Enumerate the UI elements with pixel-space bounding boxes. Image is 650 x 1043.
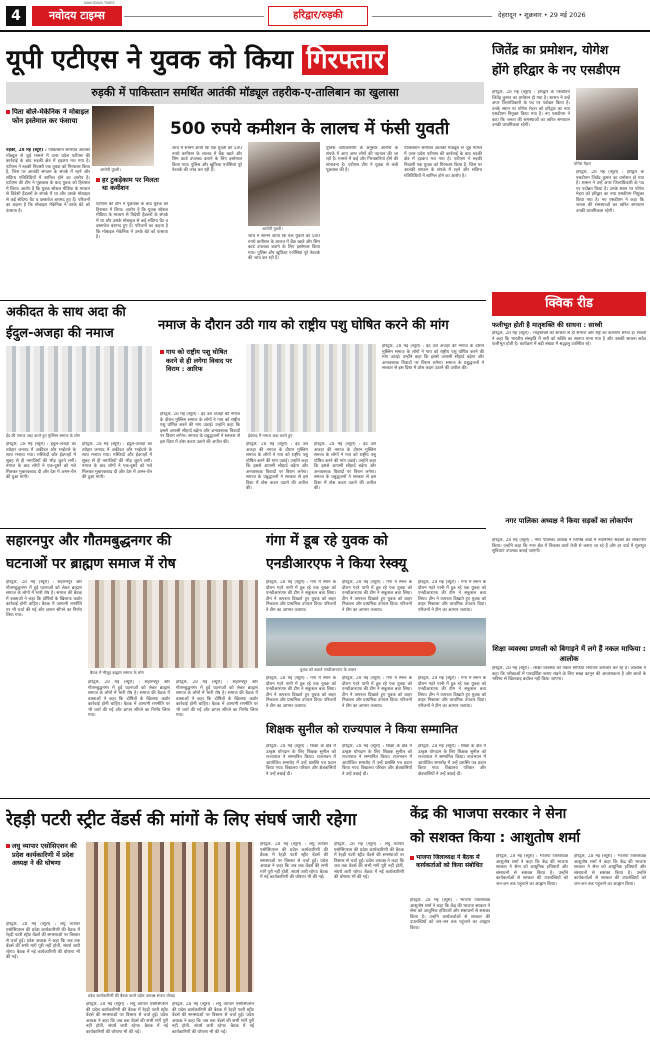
- masthead: [0, 0, 650, 40]
- accused-woman-caption: आरोपी युवती।: [262, 226, 283, 231]
- army-headline: [410, 802, 646, 850]
- sdm-photo: [576, 88, 638, 160]
- lead-deck: 500 रुपये कमीशन के लालच में फंसी युवती: [170, 119, 450, 139]
- page-number: 4: [6, 6, 26, 26]
- quick-read-item2-body: हरिद्वार, 28 मई (ब्यूरो) : नगर पालिका अध्यक्ष ने विभिन्न वार्डों में नवनिर्मित सड़कों का लोकार्पण किया। उन्होंने कहा कि नगर क्षेत्र में विकास कार्य तेजी से कराए जा रहे हैं और हर वार्ड में मूलभूत सुविधाएं उपलब्ध कराई जाएंगी।: [492, 538, 646, 554]
- eid-headline-1: अकीदत के साथ अदा की: [6, 305, 126, 320]
- eid-body-1: हरिद्वार, 28 मई (ब्यूरो) : ईदुल-अजहा का त्योहार जनपद में अकीदत और भाईचारे के साथ मनाया गया। मस्जिदों और ईदगाहों में सुबह से ही नमाजियों की भीड़ जुटने लगी। नमाज के बाद लोगों ने एक-दूसरे को गले मिलकर मुबारकबाद दी और देश में अमन-चैन की दुआ मांगी।: [6, 442, 76, 480]
- eid-headline: [6, 302, 152, 344]
- cow-photo: [246, 344, 376, 432]
- vendors-side-box: [6, 842, 80, 916]
- quick-read-item3-head: शिक्षा व्यवस्था प्रणाली को बिगाड़ने में लगे हैं नकल माफिया : आलोक: [492, 645, 646, 663]
- lead-headline: [6, 40, 484, 80]
- lead-col-3: जांच में सामने आया कि एक युवती को 500 रुपये कमीशन के लालच में बैंक खाते और सिम कार्ड उपलब्ध कराने के लिए इस्तेमाल किया गया। पुलिस और खुफिया एजेंसियां पूरे नेटवर्क की जांच कर रही हैं।: [172, 146, 242, 173]
- lead-dateline: रुड़की, 28 मई (ब्यूरो) :: [6, 148, 47, 153]
- paper-name: नवोदय टाइम्स: [32, 6, 122, 26]
- sdm-body-2: हरिद्वार, 28 मई (ब्यूरो) : हरिद्वार के एसडीएम जितेंद्र कुमार का प्रमोशन हो गया है। शासन ने उन्हें अपर जिलाधिकारी के पद पर पदोन्नत किया है। उनके स्थान पर योगेश मेहरा को हरिद्वार का नया एसडीएम नियुक्त किया गया है। नए एसडीएम ने कहा कि जनता की समस्याओं का त्वरित समाधान उनकी प्राथमिकता रहेगी।: [576, 170, 644, 214]
- ganga-body-4: हरिद्वार, 28 मई (ब्यूरो) : गंगा में स्नान के दौरान गहरे पानी में डूब रहे एक युवक को एनडीआरएफ की टीम ने सकुशल बचा लिया। टीम ने तत्परता दिखाते हुए युवक को बाहर निकाला और प्राथमिक उपचार दिया। परिजनों ने टीम का आभार जताया।: [266, 676, 336, 709]
- cow-headline: नमाज के दौरान उठी गाय को राष्ट्रीय पशु घोषित करने की मांग: [158, 318, 449, 333]
- vendors-body-1: हरिद्वार, 28 मई (ब्यूरो) : लघु व्यापार एसोसिएशन की प्रदेश कार्यकारिणी की बैठक में रेहड़ी पटरी स्ट्रीट वेंडर्स की समस्याओं पर विस्तार से चर्चा हुई। प्रदेश अध्यक्ष ने कहा कि जब तक वेंडर्स की सभी मांगें पूरी नहीं होतीं, संघर्ष जारी रहेगा। बैठक में नई कार्यकारिणी की घोषणा भी की गई।: [6, 922, 80, 960]
- ganga-headline: [266, 530, 486, 576]
- divider-2: [0, 528, 486, 529]
- saharanpur-body-2: हरिद्वार, 28 मई (ब्यूरो) : सहारनपुर और गौतमबुद्धनगर में हुई घटनाओं को लेकर ब्राह्मण समाज के लोगों में भारी रोष है। समाज की बैठक में वक्ताओं ने कहा कि दोषियों के खिलाफ कठोर कार्रवाई होनी चाहिए। बैठक में आगामी रणनीति पर भी चर्चा की गई और ज्ञापन सौंपने का निर्णय लिया गया।: [88, 680, 170, 718]
- cow-body-3: हरिद्वार, 28 मई (ब्यूरो) : ईद उल अजहा की नमाज के दौरान मुस्लिम समाज के लोगों ने गाय को राष्ट्रीय पशु घोषित करने की मांग उठाई। उन्होंने कहा कि इससे आपसी सौहार्द बढ़ेगा और अनावश्यक विवादों पर विराम लगेगा। समाज के प्रबुद्धजनों ने सरकार से इस दिशा में ठोस कदम उठाने की अपील की।: [314, 442, 376, 491]
- vendors-body-3: हरिद्वार, 28 मई (ब्यूरो) : लघु व्यापार एसोसिएशन की प्रदेश कार्यकारिणी की बैठक में रेहड़ी पटरी स्ट्रीट वेंडर्स की समस्याओं पर विस्तार से चर्चा हुई। प्रदेश अध्यक्ष ने कहा कि जब तक वेंडर्स की सभी मांगें पूरी नहीं होतीं, संघर्ष जारी रहेगा। बैठक में नई कार्यकारिणी की घोषणा भी की गई।: [172, 1002, 254, 1035]
- cow-body-1: हरिद्वार, 28 मई (ब्यूरो) : ईद उल अजहा की नमाज के दौरान मुस्लिम समाज के लोगों ने गाय को राष्ट्रीय पशु घोषित करने की मांग उठाई। उन्होंने कहा कि इससे आपसी सौहार्द बढ़ेगा और अनावश्यक विवादों पर विराम लगेगा। समाज के प्रबुद्धजनों ने सरकार से इस दिशा में ठोस कदम उठाने की अपील की।: [160, 412, 240, 445]
- lead-col-1: [6, 148, 90, 298]
- army-box-marker: [410, 856, 414, 860]
- saharanpur-headline-1: सहारनपुर और गौतमबुद्धनगर की: [6, 533, 172, 549]
- teacher-headline: शिक्षक सुनील को राज्यपाल ने किया सम्मानित: [266, 722, 458, 736]
- cow-box: [160, 348, 240, 408]
- vendors-headline: रेहड़ी पटरी स्ट्रीट वेंडर्स की मांगों के लिए संघर्ष जारी रहेगा: [6, 810, 357, 830]
- sdm-photo-caption: योगेश मेहरा: [574, 161, 591, 166]
- divider-3: [0, 798, 650, 799]
- lead-headline-accent: गिरफ्तार: [302, 45, 388, 75]
- side-note-text: पिता बोले-मेकेनिक ने मोबाइल फोन इस्तेमाल कर फंसाया: [12, 108, 89, 125]
- cow-photo-caption: ईदगाह में नमाज अदा करते हुए: [248, 433, 293, 438]
- ganga-headline-1: गंगा में डूब रहे युवक को: [266, 533, 388, 549]
- paper-sub: NAVODAYA TIMES: [84, 1, 115, 5]
- sdm-headline-1: जितेंद्र का प्रमोशन, योगेश: [492, 42, 609, 57]
- lead-body-1: पाकिस्तान समर्थित आतंकी मॉड्यूल से जुड़े मामले में उत्तर प्रदेश एटीएस की कार्रवाई के बाद रुड़की क्षेत्र में हड़कंप मच गया है। एटीएस ने रुड़की निवासी एक युवक को गिरफ्तार किया है, जिस पर आतंकी संगठन के संपर्क में रहने और संदिग्ध गतिविधियों में शामिल होने का आरोप है।: [6, 148, 90, 181]
- vendors-body-5: हरिद्वार, 28 मई (ब्यूरो) : लघु व्यापार एसोसिएशन की प्रदेश कार्यकारिणी की बैठक में रेहड़ी पटरी स्ट्रीट वेंडर्स की समस्याओं पर विस्तार से चर्चा हुई। प्रदेश अध्यक्ष ने कहा कि जब तक वेंडर्स की सभी मांगें पूरी नहीं होतीं, संघर्ष जारी रहेगा। बैठक में नई कार्यकारिणी की घोषणा भी की गई।: [334, 842, 404, 880]
- side-note-box: [6, 108, 92, 142]
- lead-headline-main: यूपी एटीएस ने युवक को किया: [6, 45, 303, 75]
- saharanpur-headline-2: घटनाओं पर ब्राह्मण समाज में रोष: [6, 556, 176, 572]
- sdm-headline: [492, 40, 646, 84]
- teacher-body-3: हरिद्वार, 28 मई (ब्यूरो) : शिक्षा के क्षेत्र में उत्कृष्ट योगदान के लिए शिक्षक सुनील को राज्यपाल ने सम्मानित किया। राजभवन में आयोजित समारोह में उन्हें प्रशस्ति पत्र प्रदान किया गया। विद्यालय परिवार और क्षेत्रवासियों ने उन्हें बधाई दी।: [418, 744, 486, 777]
- army-side-box: [410, 854, 490, 894]
- vendors-photo: [86, 842, 254, 992]
- army-body-1: हरिद्वार, 28 मई (ब्यूरो) : भाजपा जिलाध्यक्ष आशुतोष शर्मा ने कहा कि केंद्र की भाजपा सरकार ने सेना को आधुनिक हथियारों और संसाधनों से सशक्त किया है। उन्होंने कार्यकर्ताओं से सरकार की उपलब्धियों को जन-जन तक पहुंचाने का आह्वान किया।: [410, 898, 490, 931]
- cow-body-4: हरिद्वार, 28 मई (ब्यूरो) : ईद उल अजहा की नमाज के दौरान मुस्लिम समाज के लोगों ने गाय को राष्ट्रीय पशु घोषित करने की मांग उठाई। उन्होंने कहा कि इससे आपसी सौहार्द बढ़ेगा और अनावश्यक विवादों पर विराम लगेगा। समाज के प्रबुद्धजनों ने सरकार से इस दिशा में ठोस कदम उठाने की अपील की।: [382, 344, 484, 371]
- army-headline-2: को सशक्त किया : आशुतोष शर्मा: [410, 830, 580, 846]
- ganga-body-3: हरिद्वार, 28 मई (ब्यूरो) : गंगा में स्नान के दौरान गहरे पानी में डूब रहे एक युवक को एनडीआरएफ की टीम ने सकुशल बचा लिया। टीम ने तत्परता दिखाते हुए युवक को बाहर निकाला और प्राथमिक उपचार दिया। परिजनों ने टीम का आभार जताया।: [418, 580, 486, 613]
- ganga-body-1: हरिद्वार, 28 मई (ब्यूरो) : गंगा में स्नान के दौरान गहरे पानी में डूब रहे एक युवक को एनडीआरएफ की टीम ने सकुशल बचा लिया। टीम ने तत्परता दिखाते हुए युवक को बाहर निकाला और प्राथमिक उपचार दिया। परिजनों ने टीम का आभार जताया।: [266, 580, 336, 613]
- eid-photo-caption: ईद की नमाज अदा करते हुए मुस्लिम समाज के लोग: [6, 433, 81, 438]
- quick-read-item1-body: हरिद्वार, 28 मई (ब्यूरो) : मातृशक्ति की साधना से ही समाज और राष्ट्र का कल्याण संभव है। साध्वी ने कहा कि भारतीय संस्कृति में नारी को शक्ति का स्वरूप माना गया है और उसकी साधना सदैव फलीभूत होती है। कार्यक्रम में बड़ी संख्या में श्रद्धालु उपस्थित रहे।: [492, 331, 646, 347]
- vendors-box-text: लघु व्यापार एसोसिएशन की प्रदेश कार्यकारिणी में प्रदेश अध्यक्ष ने की घोषणा: [12, 842, 77, 867]
- saharanpur-photo: [88, 580, 258, 668]
- masthead-rule: [124, 16, 264, 17]
- ganga-body-6: हरिद्वार, 28 मई (ब्यूरो) : गंगा में स्नान के दौरान गहरे पानी में डूब रहे एक युवक को एनडीआरएफ की टीम ने सकुशल बचा लिया। टीम ने तत्परता दिखाते हुए युवक को बाहर निकाला और प्राथमिक उपचार दिया। परिजनों ने टीम का आभार जताया।: [418, 676, 486, 709]
- eid-photo: [6, 346, 152, 432]
- quick-read-item1-head: फलीभूत होती है मातृशक्ति की साधना : साध्वी: [492, 321, 603, 329]
- accused-youth-caption: आरोपी युवती।: [100, 167, 121, 172]
- eid-body-2: हरिद्वार, 28 मई (ब्यूरो) : ईदुल-अजहा का त्योहार जनपद में अकीदत और भाईचारे के साथ मनाया गया। मस्जिदों और ईदगाहों में सुबह से ही नमाजियों की भीड़ जुटने लगी। नमाज के बाद लोगों ने एक-दूसरे को गले मिलकर मुबारकबाद दी और देश में अमन-चैन की दुआ मांगी।: [82, 442, 152, 480]
- dateline: देहरादून • शुक्रवार • 29 मई 2026: [498, 11, 586, 19]
- lead-col-6: जांच में सामने आया कि एक युवती को 500 रुपये कमीशन के लालच में बैंक खाते और सिम कार्ड उपलब्ध कराने के लिए इस्तेमाल किया गया। पुलिस और खुफिया एजेंसियां पूरे नेटवर्क की जांच कर रही हैं।: [248, 234, 320, 261]
- army-body-2: हरिद्वार, 28 मई (ब्यूरो) : भाजपा जिलाध्यक्ष आशुतोष शर्मा ने कहा कि केंद्र की भाजपा सरकार ने सेना को आधुनिक हथियारों और संसाधनों से सशक्त किया है। उन्होंने कार्यकर्ताओं से सरकार की उपलब्धियों को जन-जन तक पहुंचाने का आह्वान किया।: [496, 854, 568, 887]
- sdm-body-1: हरिद्वार, 28 मई (ब्यूरो) : हरिद्वार के एसडीएम जितेंद्र कुमार का प्रमोशन हो गया है। शासन ने उन्हें अपर जिलाधिकारी के पद पर पदोन्नत किया है। उनके स्थान पर योगेश मेहरा को हरिद्वार का नया एसडीएम नियुक्त किया गया है। नए एसडीएम ने कहा कि जनता की समस्याओं का त्वरित समाधान उनकी प्राथमिकता रहेगी।: [492, 90, 570, 128]
- army-headline-1: केंद्र की भाजपा सरकार ने सेना: [410, 806, 567, 822]
- lead-col-5: पाकिस्तान समर्थित आतंकी मॉड्यूल से जुड़े मामले में उत्तर प्रदेश एटीएस की कार्रवाई के बाद रुड़की क्षेत्र में हड़कंप मच गया है। एटीएस ने रुड़की निवासी एक युवक को गिरफ्तार किया है, जिस पर आतंकी संगठन के संपर्क में रहने और संदिग्ध गतिविधियों में शामिल होने का आरोप है।: [404, 146, 482, 179]
- sdm-headline-2: होंगे हरिद्वार के नए एसडीएम: [492, 62, 620, 77]
- commission-text: हर टुकड़ेकाम पर मिलता था कमीशन: [102, 176, 159, 192]
- commission-box: [96, 176, 166, 200]
- quick-read-banner: क्विक रीड: [492, 292, 646, 316]
- vendors-box-marker: [6, 844, 10, 848]
- ganga-body-2: हरिद्वार, 28 मई (ब्यूरो) : गंगा में स्नान के दौरान गहरे पानी में डूब रहे एक युवक को एनडीआरएफ की टीम ने सकुशल बचा लिया। टीम ने तत्परता दिखाते हुए युवक को बाहर निकाला और प्राथमिक उपचार दिया। परिजनों ने टीम का आभार जताया।: [342, 580, 412, 613]
- ganga-headline-2: एनडीआरएफ ने किया रेस्क्यू: [266, 556, 407, 572]
- vendors-body-4: हरिद्वार, 28 मई (ब्यूरो) : लघु व्यापार एसोसिएशन की प्रदेश कार्यकारिणी की बैठक में रेहड़ी पटरी स्ट्रीट वेंडर्स की समस्याओं पर विस्तार से चर्चा हुई। प्रदेश अध्यक्ष ने कहा कि जब तक वेंडर्स की सभी मांगें पूरी नहीं होतीं, संघर्ष जारी रहेगा। बैठक में नई कार्यकारिणी की घोषणा भी की गई।: [260, 842, 328, 880]
- saharanpur-body-3: हरिद्वार, 28 मई (ब्यूरो) : सहारनपुर और गौतमबुद्धनगर में हुई घटनाओं को लेकर ब्राह्मण समाज के लोगों में भारी रोष है। समाज की बैठक में वक्ताओं ने कहा कि दोषियों के खिलाफ कठोर कार्रवाई होनी चाहिए। बैठक में आगामी रणनीति पर भी चर्चा की गई और ज्ञापन सौंपने का निर्णय लिया गया।: [176, 680, 258, 718]
- army-body-3: हरिद्वार, 28 मई (ब्यूरो) : भाजपा जिलाध्यक्ष आशुतोष शर्मा ने कहा कि केंद्र की भाजपा सरकार ने सेना को आधुनिक हथियारों और संसाधनों से सशक्त किया है। उन्होंने कार्यकर्ताओं से सरकार की उपलब्धियों को जन-जन तक पहुंचाने का आह्वान किया।: [574, 854, 646, 887]
- rescue-boat-shape: [326, 642, 436, 656]
- quick-read-item2-head: नगर पालिका अध्यक्ष ने किया सड़कों का लोकार्पण: [505, 517, 633, 525]
- lead-col-4: पुलिस अधिकारियों के अनुसार आरोपी के संपर्क में आए अन्य लोगों की पहचान की जा रही है। मामले में कई और गिरफ्तारियां होने की संभावना है। एटीएस टीम ने युवक से लंबी पूछताछ की है।: [326, 146, 398, 173]
- cow-box-text: गाय को राष्ट्रीय पशु घोषित करने से ही लगेगा विवाद पर विराम : आरिफ: [166, 348, 232, 373]
- ganga-rescue-photo: [266, 618, 486, 666]
- masthead-rule-2: [372, 16, 492, 17]
- lead-col-2: एटीएस की टीम ने पूछताछ के बाद युवक को हिरासत में लिया। आरोप है कि युवक सोशल मीडिया के माध्यम से विदेशी हैंडलरों के संपर्क में था और उसके मोबाइल से कई संदिग्ध चैट व दस्तावेज बरामद हुए हैं। परिजनों का कहना है कि मोबाइल मेकेनिक ने उनके बेटे को फंसाया है।: [96, 202, 168, 240]
- quick-read-item3-body: हरिद्वार, 28 मई (ब्यूरो) : शिक्षा व्यवस्था को नकल माफिया लगातार कमजोर कर रहे हैं। आलोक ने कहा कि परीक्षाओं में पारदर्शिता बनाए रखने के लिए सख्त कानून की आवश्यकता है और छात्रों के भविष्य से खिलवाड़ बर्दाश्त नहीं किया जाएगा।: [492, 666, 646, 682]
- teacher-body-1: हरिद्वार, 28 मई (ब्यूरो) : शिक्षा के क्षेत्र में उत्कृष्ट योगदान के लिए शिक्षक सुनील को राज्यपाल ने सम्मानित किया। राजभवन में आयोजित समारोह में उन्हें प्रशस्ति पत्र प्रदान किया गया। विद्यालय परिवार और क्षेत्रवासियों ने उन्हें बधाई दी।: [266, 744, 336, 777]
- army-box-text: भाजपा जिलाध्यक्ष ने बैठक में कार्यकर्ताओं को किया संबोधित: [416, 854, 483, 869]
- side-note-marker: [6, 110, 10, 114]
- lead-body-2a: एटीएस की टीम ने पूछताछ के बाद युवक को हिरासत में लिया। आरोप है कि युवक सोशल मीडिया के माध्यम से विदेशी हैंडलरों के संपर्क में था और उसके मोबाइल से कई संदिग्ध चैट व दस्तावेज बरामद हुए हैं। परिजनों का कहना है कि मोबाइल मेकेनिक ने उनके बेटे को फंसाया है।: [6, 181, 90, 214]
- section-label: हरिद्वार/रुड़की: [268, 6, 368, 26]
- saharanpur-headline: [6, 530, 260, 576]
- saharanpur-body-1: हरिद्वार, 28 मई (ब्यूरो) : सहारनपुर और गौतमबुद्धनगर में हुई घटनाओं को लेकर ब्राह्मण समाज के लोगों में भारी रोष है। समाज की बैठक में वक्ताओं ने कहा कि दोषियों के खिलाफ कठोर कार्रवाई होनी चाहिए। बैठक में आगामी रणनीति पर भी चर्चा की गई और ज्ञापन सौंपने का निर्णय लिया गया।: [6, 580, 82, 618]
- vendors-photo-caption: प्रदेश कार्यकारिणी की बैठक करते प्रदेश अध्यक्ष संजय चोपड़ा: [88, 993, 176, 998]
- divider-1: [0, 300, 486, 301]
- masthead-underline: [0, 30, 650, 32]
- eid-headline-2: ईदुल-अजहा की नमाज: [6, 326, 114, 341]
- lead-kicker: रुड़की में पाकिस्तान समर्थित आतंकी मॉड्यूल तहरीक-ए-तालिबान का खुलासा: [6, 82, 484, 104]
- teacher-body-2: हरिद्वार, 28 मई (ब्यूरो) : शिक्षा के क्षेत्र में उत्कृष्ट योगदान के लिए शिक्षक सुनील को राज्यपाल ने सम्मानित किया। राजभवन में आयोजित समारोह में उन्हें प्रशस्ति पत्र प्रदान किया गया। विद्यालय परिवार और क्षेत्रवासियों ने उन्हें बधाई दी।: [342, 744, 412, 777]
- ganga-photo-caption: युवक को बचाते एनडीआरएफ के जवान: [300, 667, 357, 672]
- accused-woman-photo: [248, 142, 320, 226]
- cow-box-marker: [160, 350, 164, 354]
- vendors-body-2: हरिद्वार, 28 मई (ब्यूरो) : लघु व्यापार एसोसिएशन की प्रदेश कार्यकारिणी की बैठक में रेहड़ी पटरी स्ट्रीट वेंडर्स की समस्याओं पर विस्तार से चर्चा हुई। प्रदेश अध्यक्ष ने कहा कि जब तक वेंडर्स की सभी मांगें पूरी नहीं होतीं, संघर्ष जारी रहेगा। बैठक में नई कार्यकारिणी की घोषणा भी की गई।: [86, 1002, 168, 1035]
- ganga-body-5: हरिद्वार, 28 मई (ब्यूरो) : गंगा में स्नान के दौरान गहरे पानी में डूब रहे एक युवक को एनडीआरएफ की टीम ने सकुशल बचा लिया। टीम ने तत्परता दिखाते हुए युवक को बाहर निकाला और प्राथमिक उपचार दिया। परिजनों ने टीम का आभार जताया।: [342, 676, 412, 709]
- saharanpur-photo-caption: बैठक में मौजूद ब्राह्मण समाज के लोग: [90, 670, 144, 675]
- accused-youth-photo: [92, 106, 154, 166]
- commission-marker: [96, 178, 100, 182]
- cow-body-2: हरिद्वार, 28 मई (ब्यूरो) : ईद उल अजहा की नमाज के दौरान मुस्लिम समाज के लोगों ने गाय को राष्ट्रीय पशु घोषित करने की मांग उठाई। उन्होंने कहा कि इससे आपसी सौहार्द बढ़ेगा और अनावश्यक विवादों पर विराम लगेगा। समाज के प्रबुद्धजनों ने सरकार से इस दिशा में ठोस कदम उठाने की अपील की।: [246, 442, 308, 491]
